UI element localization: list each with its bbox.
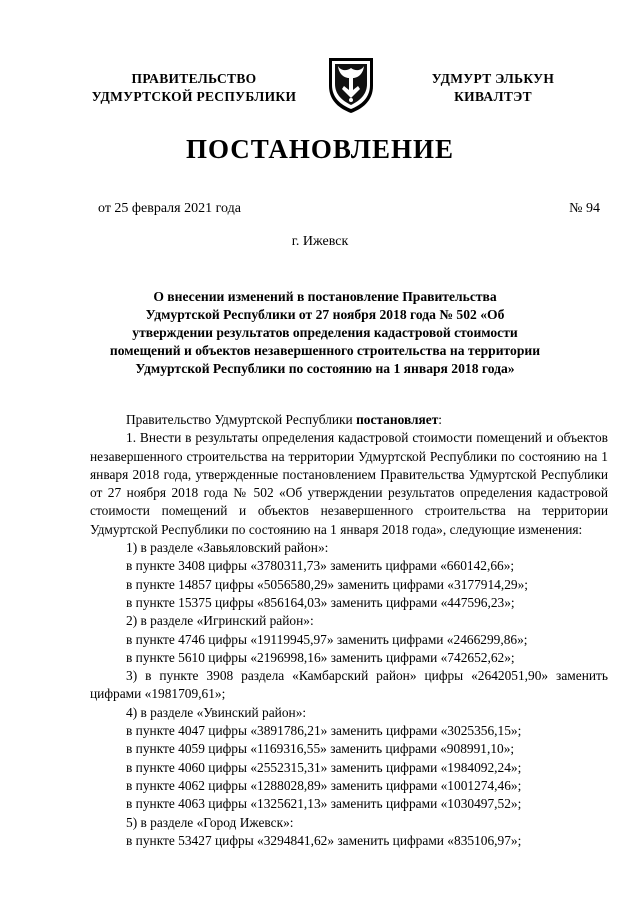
- document-number: № 94: [569, 201, 600, 216]
- subject-line: Удмуртской Республики по состоянию на 1 января 2018 года»: [135, 361, 515, 376]
- header-right-line2: КИВАЛТЭТ: [454, 89, 532, 104]
- header-left-line2: УДМУРТСКОЙ РЕСПУБЛИКИ: [91, 89, 297, 104]
- subject-line: помещений и объектов незавершенного строительства на территории: [109, 343, 541, 358]
- list-item: в пункте 4746 цифры «19119945,97» заменить цифрами «2466299,86»;: [126, 631, 528, 647]
- list-item: в пункте 15375 цифры «856164,03» заменить цифрами «447596,23»;: [126, 594, 515, 610]
- list-item: в пункте 4047 цифры «3891786,21» заменить цифрами «3025356,15»;: [126, 723, 522, 739]
- intro-text: Правительство Удмуртской Республики: [126, 412, 357, 427]
- list-item: в пункте 4059 цифры «1169316,55» заменить цифрами «908991,10»;: [126, 741, 515, 757]
- section-heading: 1) в разделе «Завьяловский район»:: [126, 540, 329, 556]
- list-item: в пункте 4060 цифры «2552315,31» заменить цифрами «1984092,24»;: [126, 759, 522, 775]
- subject-line: утверждении результатов определения кадастровой стоимости: [132, 325, 518, 340]
- paragraph-1: 1. Внести в результаты определения кадастровой стоимости помещений и объектов незавершенного строительства на территории Удмуртской Республики по состоянию на 1 января 2018 года, утвержденные постановлением Правительства Удмуртской Республики от 27 ноября 2018 года № 502 «Об утверждении результатов определения кадастровой стоимости помещений и объектов незавершенного строительства на территории Удмуртской Республики по состоянию на 1 января 2018 года», следующие изменения:: [90, 430, 608, 537]
- list-item: в пункте 14857 цифры «5056580,29» заменить цифрами «3177914,29»;: [126, 576, 529, 592]
- section-heading: 2) в разделе «Игринский район»:: [126, 613, 314, 629]
- udmurt-emblem-icon: [326, 56, 376, 114]
- list-item: в пункте 5610 цифры «2196998,16» заменить цифрами «742652,62»;: [126, 649, 515, 665]
- subject-line: Удмуртской Республики от 27 ноября 2018 года № 502 «Об: [145, 307, 505, 322]
- document-date: от 25 февраля 2021 года: [98, 201, 241, 216]
- document-city: г. Ижевск: [291, 234, 349, 249]
- section-heading: 5) в разделе «Город Ижевск»:: [126, 814, 294, 830]
- header-left: [84, 70, 304, 106]
- section-heading: 4) в разделе «Увинский район»:: [126, 704, 307, 720]
- section-3: 3) в пункте 3908 раздела «Камбарский район» цифры «2642051,90» заменить цифрами «1981709,61»;: [90, 668, 608, 702]
- intro-paragraph: [90, 411, 608, 429]
- intro-verb: постановляет: [356, 412, 439, 427]
- subject-line: О внесении изменений в постановление Правительства: [153, 289, 497, 304]
- list-item: в пункте 53427 цифры «3294841,62» заменить цифрами «835106,97»;: [126, 832, 522, 848]
- header-left-line1: ПРАВИТЕЛЬСТВО: [131, 71, 257, 86]
- header-right: [408, 70, 578, 106]
- list-item: в пункте 3408 цифры «3780311,73» заменить цифрами «660142,66»;: [126, 558, 515, 574]
- list-item: в пункте 4063 цифры «1325621,13» заменить цифрами «1030497,52»;: [126, 796, 522, 812]
- list-item: в пункте 4062 цифры «1288028,89» заменить цифрами «1001274,46»;: [126, 777, 522, 793]
- header-right-line1: УДМУРТ ЭЛЬКУН: [431, 71, 555, 86]
- intro-colon: :: [438, 412, 443, 427]
- document-subject: [90, 288, 560, 378]
- document-title: ПОСТАНОВЛЕНИЕ: [185, 134, 455, 164]
- document-body: [90, 411, 608, 850]
